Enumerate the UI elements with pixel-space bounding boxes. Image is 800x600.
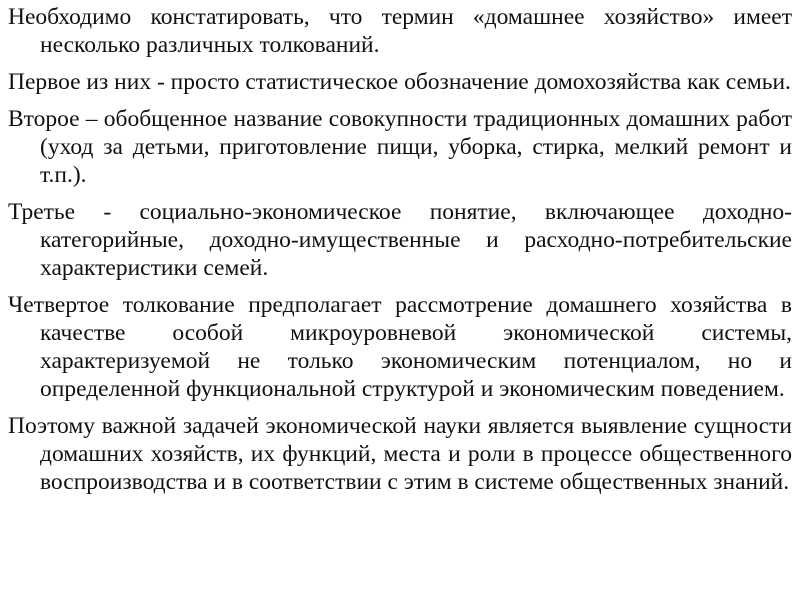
paragraph-third-meaning: Третье - социально-экономическое понятие, включающее доходно-категорийные, доходно-имущественные и расходно-потребительские характеристики семей.	[8, 199, 792, 281]
paragraph-second-meaning: Второе – обобщенное название совокупности традиционных домашних работ (уход за детьми, приготовление пищи, уборка, стирка, мелкий ремонт и т.п.).	[8, 106, 792, 188]
paragraph-definition-intro: Необходимо констатировать, что термин «домашнее хозяйство» имеет несколько различных толкований.	[8, 4, 792, 58]
paragraph-first-meaning: Первое из них - просто статистическое обозначение домохозяйства как семьи.	[8, 69, 791, 95]
paragraph-fourth-meaning: Четвертое толкование предполагает рассмотрение домашнего хозяйства в качестве особой микроуровневой экономической системы, характеризуемой не только экономическим потенциалом, но и определенной функциональной структурой и экономическим поведением.	[8, 292, 792, 402]
paragraph-conclusion: Поэтому важной задачей экономической науки является выявление сущности домашних хозяйств, их функций, места и роли в процессе общественного воспроизводства и в соответствии с этим в системе общественных знаний.	[8, 413, 792, 495]
